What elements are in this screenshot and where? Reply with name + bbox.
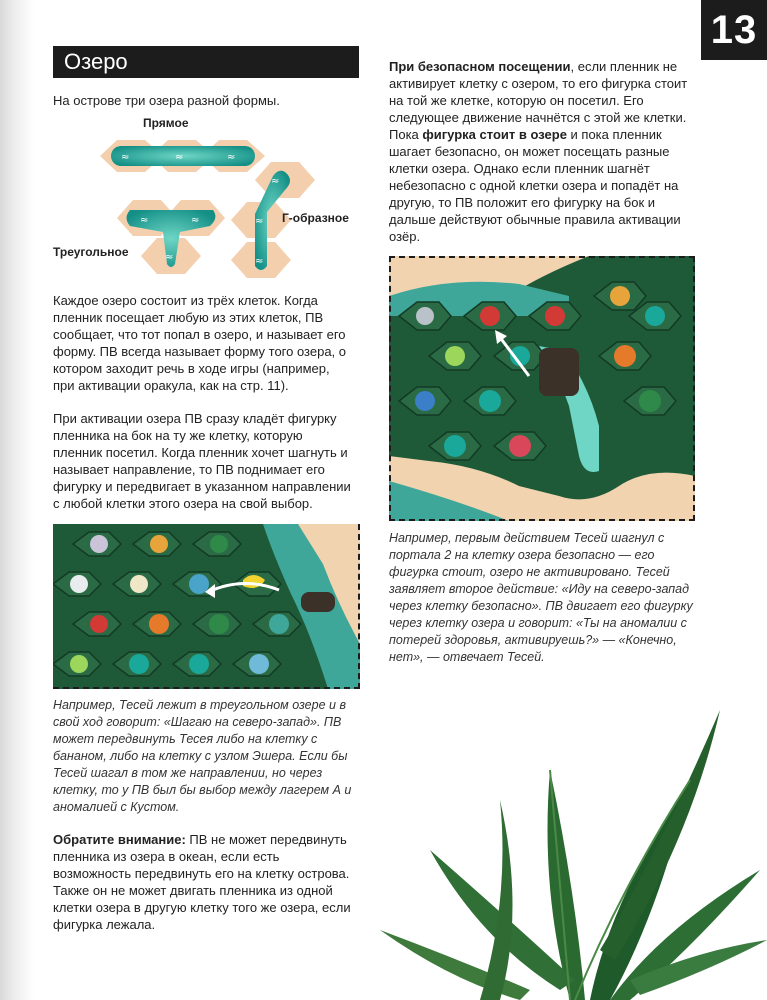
left-paragraph-2: При активации озера ПВ сразу кладёт фигурку пленника на бок на ту же клетку, которую пленник посетил. Когда пленник хочет шагнуть и называет направление, то ПВ поднимает его фигурку и передвигает в указанном направлении с любой клетки этого озера на свой выбор.	[53, 411, 351, 511]
lake-shapes-illustration	[95, 128, 355, 288]
triangular-lake-shape	[117, 200, 225, 274]
page-number: 13	[701, 0, 767, 60]
section-title: Озеро	[53, 46, 359, 78]
page-edge-shadow	[0, 0, 34, 1000]
straight-lake-shape	[100, 140, 265, 172]
safe-visit-text-2: и пока пленник шагает безопасно, он может посещать разные клетки озера. Однако если пленник шагнёт небезопасно с одной клетки озера и попадёт на другую, то ПВ положит его фигурку на бок и дальше действуют обычные правила активации озёр.	[389, 127, 681, 244]
label-l-shaped-lake: Г-образное	[282, 211, 349, 225]
svg-text:≈: ≈	[255, 256, 264, 267]
intro-text: На острове три озера разной формы.	[53, 93, 280, 108]
svg-text:≈: ≈	[140, 215, 149, 226]
svg-text:≈: ≈	[175, 152, 184, 163]
palm-leaf-decoration	[360, 650, 767, 1000]
left-photo-dashed-frame	[53, 524, 360, 689]
safe-visit-paragraph	[389, 58, 699, 245]
svg-text:≈: ≈	[165, 252, 174, 263]
safe-visit-title: При безопасном посещении	[389, 59, 571, 74]
label-straight-lake: Прямое	[143, 116, 189, 130]
svg-text:≈: ≈	[227, 152, 236, 163]
attention-note-title: Обратите внимание:	[53, 832, 186, 847]
safe-visit-text-1: , если пленник не активирует клетку с озером, то его фигурка стоит на той же клетке, которую он посетил. Его следующее движение начнётся с этой же клетки. Пока	[389, 59, 688, 142]
left-paragraph-1: Каждое озеро состоит из трёх клеток. Когда пленник посещает любую из этих клеток, ПВ сообщает, что тот попал в озеро, и называет его форму. ПВ всегда называет форму того озера, о котором заходит речь в ходе игры (например, при активации оракула, как на стр. 11).	[53, 293, 347, 393]
svg-text:≈: ≈	[121, 152, 130, 163]
label-triangular-lake: Треугольное	[53, 245, 129, 259]
left-caption: Например, Тесей лежит в треугольном озере и в свой ход говорит: «Шагаю на северо-запад». ПВ может передвинуть Тесея либо на клетку с бананом, либо на клетку с узлом Эшера. Если бы Тесей шагал в том же направлении, но через клетку, то у ПВ был бы выбор между лагерем А и аномалией с Кустом.	[53, 698, 352, 814]
svg-text:≈: ≈	[255, 216, 264, 227]
svg-text:≈: ≈	[191, 215, 200, 226]
attention-note-text: ПВ не может передвинуть пленника из озера в океан, если есть возможность передвинуть его на клетку острова. Также он не может двигать пленника из одной клетки озера в другую клетку того же озера, если фигурка лежала.	[53, 832, 351, 932]
right-caption: Например, первым действием Тесей шагнул с портала 2 на клетку озера безопасно — его фигурка стоит, озеро не активировано. Тесей заявляет второе действие: «Иду на северо-запад через клетку безопасно». ПВ двигает его фигурку через клетку озера и говорит: «Ты на аномалии с потерей здоровья, активируешь?» — «Конечно, нет», — отвечает Тесей.	[389, 531, 693, 664]
right-photo-dashed-frame	[389, 256, 695, 521]
figure-stands-term: фигурка стоит в озере	[422, 127, 567, 142]
svg-text:≈: ≈	[271, 176, 280, 187]
attention-note	[53, 831, 358, 933]
